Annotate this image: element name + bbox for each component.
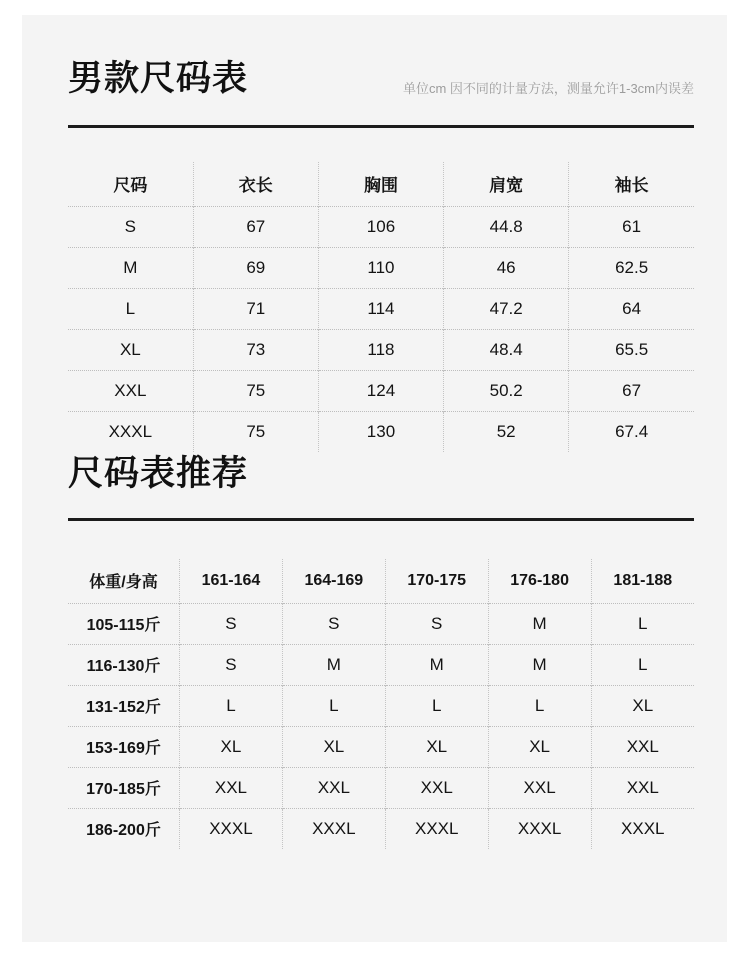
table-cell: S	[180, 603, 283, 644]
table-cell: XXXL	[180, 808, 283, 849]
table-header-row	[68, 162, 694, 207]
table-cell: M	[282, 644, 385, 685]
table-cell: L	[282, 685, 385, 726]
table-cell: XL	[180, 726, 283, 767]
table-cell: XXXL	[108, 421, 153, 441]
column-header: 肩宽	[444, 162, 569, 207]
table-cell: 71	[193, 288, 318, 329]
table-cell: L	[488, 685, 591, 726]
table-cell: 46	[444, 247, 569, 288]
column-header: 164-169	[282, 559, 385, 604]
table-cell: 130	[318, 411, 443, 452]
size-recommend-title: 尺码表推荐	[68, 453, 249, 493]
table-header-row	[68, 559, 694, 604]
table-cell: 64	[569, 288, 694, 329]
measurement-tolerance-note: 单位cm 因不同的计量方法，测量允许1-3cm内误差	[402, 80, 694, 96]
table-row	[68, 247, 694, 288]
table-cell: 105-115斤	[86, 617, 161, 634]
table-cell: 116-130斤	[86, 658, 161, 675]
table-row	[68, 685, 694, 726]
table-cell: L	[180, 685, 283, 726]
table-cell: S	[180, 644, 283, 685]
table-cell: XL	[385, 726, 488, 767]
table-cell: XL	[282, 726, 385, 767]
table-cell: XXL	[282, 767, 385, 808]
table-cell: XXL	[385, 767, 488, 808]
table-cell: 67.4	[569, 411, 694, 452]
table-cell: 153-169斤	[86, 740, 161, 757]
table-cell: 73	[193, 329, 318, 370]
table-cell: XXL	[488, 767, 591, 808]
table-row	[68, 329, 694, 370]
title-underline-rule	[68, 125, 694, 128]
table-cell: XXXL	[282, 808, 385, 849]
table-cell: M	[385, 644, 488, 685]
table-cell: XXL	[114, 380, 147, 400]
table-cell: L	[125, 298, 136, 318]
column-header: 体重/身高	[89, 574, 158, 591]
table-cell: XL	[488, 726, 591, 767]
column-header: 尺码	[113, 176, 148, 196]
table-cell: XXL	[591, 726, 694, 767]
table-cell: XXL	[591, 767, 694, 808]
table-row	[68, 644, 694, 685]
column-header: 161-164	[180, 559, 283, 604]
table-row	[68, 808, 694, 849]
table-cell: 47.2	[444, 288, 569, 329]
column-header: 胸围	[318, 162, 443, 207]
table-row	[68, 411, 694, 452]
table-cell: XL	[591, 685, 694, 726]
table-cell: S	[282, 603, 385, 644]
table-cell: M	[488, 644, 591, 685]
section-header	[68, 57, 694, 101]
table-cell: 61	[569, 206, 694, 247]
table-cell: 50.2	[444, 370, 569, 411]
table-cell: XXXL	[488, 808, 591, 849]
size-recommend-section	[68, 452, 694, 849]
mens-size-title: 男款尺码表	[68, 59, 249, 98]
table-cell: M	[123, 257, 138, 277]
title-underline-rule	[68, 518, 694, 521]
table-cell: 65.5	[569, 329, 694, 370]
table-cell: XXL	[180, 767, 283, 808]
table-cell: 62.5	[569, 247, 694, 288]
table-cell: 131-152斤	[86, 699, 161, 716]
table-cell: XXXL	[385, 808, 488, 849]
table-cell: 106	[318, 206, 443, 247]
table-cell: 48.4	[444, 329, 569, 370]
table-cell: M	[488, 603, 591, 644]
table-row	[68, 603, 694, 644]
table-cell: S	[385, 603, 488, 644]
size-chart-panel	[22, 15, 727, 942]
table-cell: XXXL	[591, 808, 694, 849]
size-recommend-table	[68, 559, 694, 849]
table-row	[68, 767, 694, 808]
table-row	[68, 288, 694, 329]
mens-size-table	[68, 162, 694, 452]
mens-size-section	[68, 57, 694, 452]
table-cell: L	[591, 603, 694, 644]
table-cell: 52	[444, 411, 569, 452]
table-cell: 186-200斤	[86, 822, 161, 839]
table-cell: 110	[318, 247, 443, 288]
column-header: 176-180	[488, 559, 591, 604]
table-cell: 67	[193, 206, 318, 247]
table-cell: 124	[318, 370, 443, 411]
column-header: 181-188	[591, 559, 694, 604]
table-cell: 75	[193, 370, 318, 411]
table-cell: 44.8	[444, 206, 569, 247]
table-cell: XL	[119, 339, 141, 359]
table-cell: 67	[569, 370, 694, 411]
table-row	[68, 206, 694, 247]
table-cell: 114	[318, 288, 443, 329]
table-row	[68, 370, 694, 411]
table-cell: 118	[318, 329, 443, 370]
table-cell: 170-185斤	[86, 781, 161, 798]
table-cell: S	[124, 216, 137, 236]
column-header: 170-175	[385, 559, 488, 604]
column-header: 袖长	[569, 162, 694, 207]
column-header: 衣长	[193, 162, 318, 207]
table-cell: 75	[193, 411, 318, 452]
table-row	[68, 726, 694, 767]
table-cell: L	[591, 644, 694, 685]
table-cell: 69	[193, 247, 318, 288]
table-cell: L	[385, 685, 488, 726]
